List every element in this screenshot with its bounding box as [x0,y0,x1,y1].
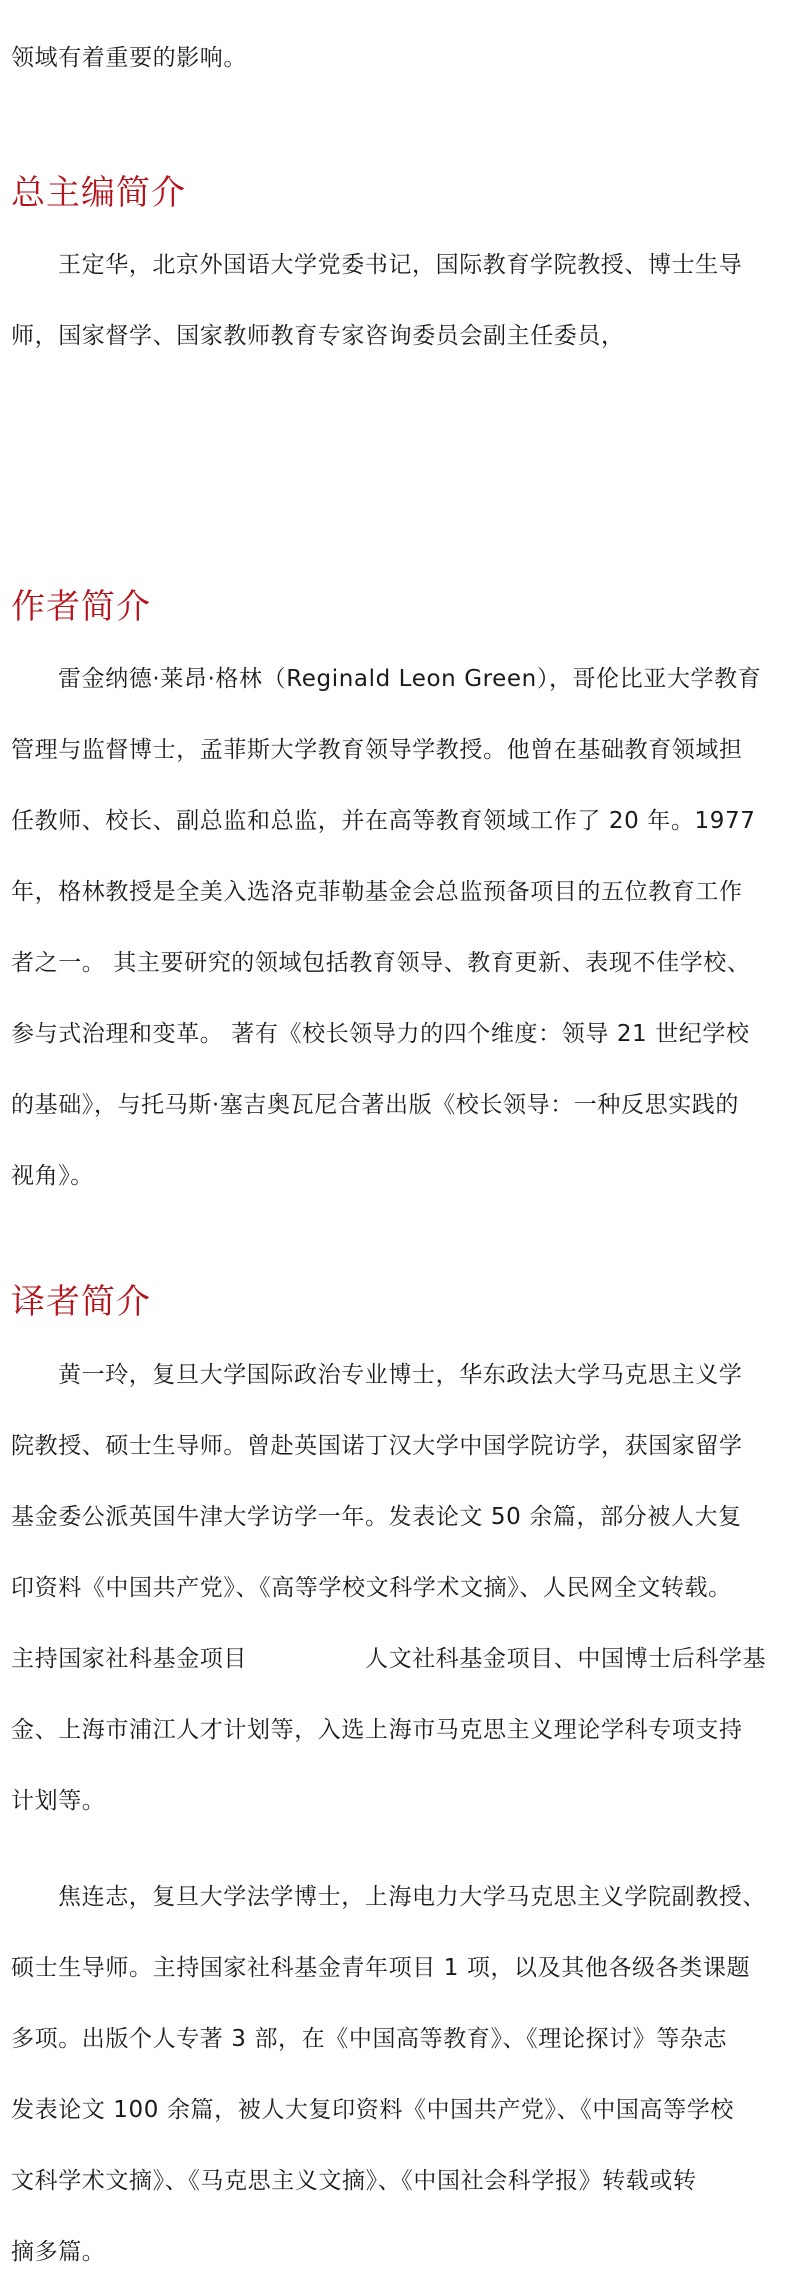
translator-2-paragraph [11,1862,781,2288]
text-line: 雷金纳德·莱昂·格林（Reginald Leon Green），哥伦比亚大学教育 [58,666,762,692]
author-paragraph [11,644,781,1212]
section-heading-chief-editor: 总主编简介 [11,173,186,213]
text-line: 基金委公派英国牛津大学访学一年。发表论文 50 余篇，部分被人大复 [11,1504,742,1530]
text-line: 摘多篇。 [11,2239,106,2265]
text-line: 领域有着重要的影响。 [11,45,247,71]
text-line: 的基础》，与托马斯·塞吉奥瓦尼合著出版《校长领导：一种反思实践的 [11,1092,740,1118]
text-line: 计划等。 [11,1788,106,1814]
text-line: 年，格林教授是全美入选洛克菲勒基金会总监预备项目的五位教育工作 [11,879,743,905]
text-line: 硕士生导师。主持国家社科基金青年项目 1 项，以及其他各级各类课题 [11,1955,751,1981]
section-heading-translators: 译者简介 [11,1282,151,1322]
author-bio [11,644,781,1212]
chief-editor-paragraph [11,230,781,372]
text-line: 王定华，北京外国语大学党委书记，国际教育学院教授、博士生导 [58,252,743,278]
text-line: 参与式治理和变革。 著有《校长领导力的四个维度：领导 21 世纪学校 [11,1021,750,1047]
chief-editor-bio [11,230,781,372]
text-line: 焦连志，复旦大学法学博士，上海电力大学马克思主义学院副教授、 [58,1884,766,1910]
text-line: 者之一。 其主要研究的领域包括教育领导、教育更新、表现不佳学校、 [11,950,751,976]
intro-paragraph-tail [11,23,781,94]
text-line: 金、上海市浦江人才计划等，入选上海市马克思主义理论学科专项支持 [11,1717,743,1743]
text-line: 任教师、校长、副总监和总监，并在高等教育领域工作了 20 年。1977 [11,808,756,834]
text-line: 发表论文 100 余篇，被人大复印资料《中国共产党》、《中国高等学校 [11,2097,734,2123]
text-line: 视角》。 [11,1163,94,1189]
text-line: 文科学术文摘》、《马克思主义文摘》、《中国社会科学报》转载或转 [11,2168,697,2194]
text-line: 管理与监督博士，孟菲斯大学教育领导学教授。他曾在基础教育领域担 [11,737,743,763]
text-line: 多项。出版个人专著 3 部，在《中国高等教育》、《理论探讨》等杂志 [11,2026,728,2052]
intro-paragraph [11,23,781,94]
text-line: 师，国家督学、国家教师教育专家咨询委员会副主任委员， [11,323,625,349]
translator-1-paragraph [11,1340,781,1837]
section-heading-author: 作者简介 [11,587,151,627]
text-line: 印资料《中国共产党》、《高等学校文科学术文摘》、人民网全文转载。 [11,1575,732,1601]
translator-1-bio [11,1340,781,1837]
translator-2-bio [11,1862,781,2288]
text-line: 主持国家社科基金项目 人文社科基金项目、中国博士后科学基 [11,1646,767,1672]
text-line: 黄一玲，复旦大学国际政治专业博士，华东政法大学马克思主义学 [58,1362,743,1388]
text-line: 院教授、硕士生导师。曾赴英国诺丁汉大学中国学院访学，获国家留学 [11,1433,743,1459]
